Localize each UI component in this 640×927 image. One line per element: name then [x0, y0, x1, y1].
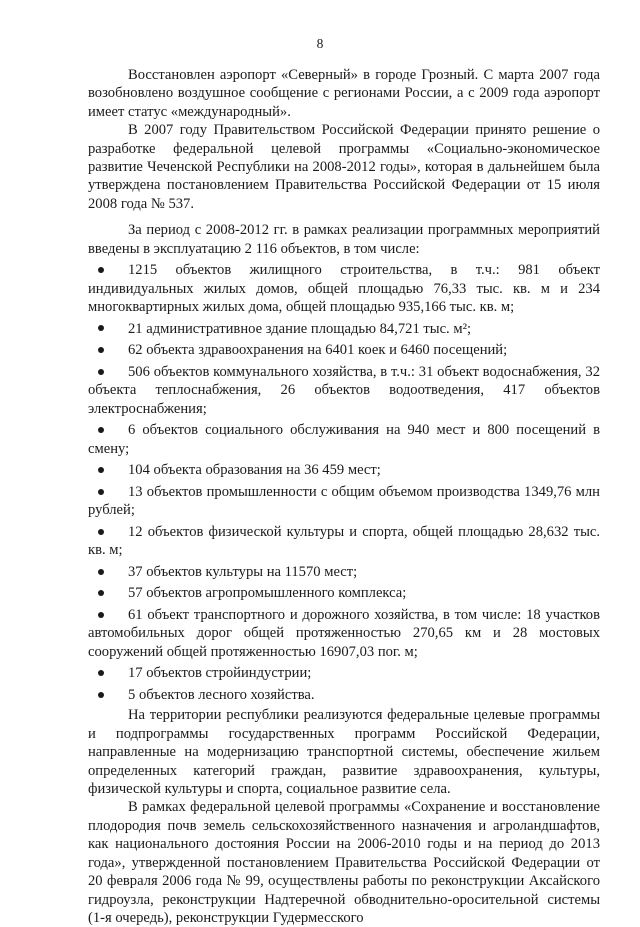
bullet-icon — [98, 670, 104, 676]
bullet-icon — [98, 489, 104, 495]
document-body — [88, 66, 600, 927]
list-item-text: 506 объектов коммунального хозяйства, в т.ч.: 31 объект водоснабжения, 32 объекта теплоснабжения, 26 объектов водоотведения, 417 объектов электроснабжения; — [88, 363, 600, 417]
list-item-text: 13 объектов промышленности с общим объемом производства 1349,76 млн рублей; — [88, 483, 600, 519]
list-item — [88, 316, 600, 338]
bullet-icon — [98, 569, 104, 575]
bullet-icon — [98, 369, 104, 375]
objects-list — [88, 258, 600, 704]
paragraph-airport: Восстановлен аэропорт «Северный» в городе Грозный. С марта 2007 года возобновлено воздушное сообщение с регионами России, а с 2009 года аэропорт имеет статус «международный». — [88, 67, 600, 120]
paragraph-soil-program: В рамках федеральной целевой программы «Сохранение и восстановление плодородия почв земель сельскохозяйственного назначения и агроландшафтов, как национального достояния России на 2006-2010 годы и на период до 2013 года», утвержденной постановлением Правительства Российской Федерации от 20 февраля 2006 года № 99, осуществлены работы по реконструкции Аксайского гидроузла, реконструкции Надтеречной обводнительно-оросительной системы (1-я очередь), реконструкции Гудермесского — [88, 799, 600, 926]
bullet-icon — [98, 590, 104, 596]
list-item — [88, 683, 600, 705]
list-item — [88, 520, 600, 560]
bullet-icon — [98, 612, 104, 618]
bullet-icon — [98, 347, 104, 353]
list-item — [88, 603, 600, 661]
bullet-icon — [98, 325, 104, 331]
list-item-text: 17 объектов стройиндустрии; — [128, 665, 312, 682]
list-item-text: 62 объекта здравоохранения на 6401 коек и 6460 посещений; — [128, 342, 508, 359]
page-number: 8 — [316, 36, 324, 51]
list-item — [88, 360, 600, 418]
bullet-icon — [98, 267, 104, 273]
list-item-text: 5 объектов лесного хозяйства. — [128, 687, 315, 704]
list-item — [88, 581, 600, 603]
list-item-text: 57 объектов агропромышленного комплекса; — [128, 585, 407, 602]
paragraph-objects-intro: За период с 2008-2012 гг. в рамках реализации программных мероприятий введены в эксплуатацию 2 116 объектов, в том числе: — [88, 222, 600, 257]
bullet-icon — [98, 692, 104, 698]
list-item — [88, 338, 600, 360]
bullet-icon — [98, 427, 104, 433]
list-item — [88, 258, 600, 316]
list-item — [88, 458, 600, 480]
list-item-text: 104 объекта образования на 36 459 мест; — [128, 462, 381, 479]
list-item-text: 12 объектов физической культуры и спорта, общей площадью 28,632 тыс. кв. м; — [88, 523, 600, 559]
list-item — [88, 661, 600, 683]
list-item — [88, 418, 600, 458]
bullet-icon — [98, 467, 104, 473]
list-item — [88, 480, 600, 520]
bullet-icon — [98, 529, 104, 535]
paragraph-federal-program: В 2007 году Правительством Российской Федерации принято решение о разработке федеральной целевой программы «Социально-экономическое развитие Чеченской Республики на 2008-2012 годы», которая в дальнейшем была утверждена постановлением Правительства Российской Федерации от 15 июля 2008 года № 537. — [88, 122, 600, 212]
list-item-text: 6 объектов социального обслуживания на 940 мест и 800 посещений в смену; — [88, 422, 600, 457]
list-item-text: 1215 объектов жилищного строительства, в т.ч.: 981 объект индивидуальных жилых домов, общей площадью 76,33 тыс. кв. м и 234 многоквартирных жилых дома, общей площадью 935,166 тыс. кв. м; — [88, 262, 600, 316]
paragraph-federal-programs: На территории республики реализуются федеральные целевые программы и подпрограммы государственных программ Российской Федерации, направленные на модернизацию транспортной системы, обеспечение жильем определенных категорий граждан, развитие здравоохранения, культуры, физической культуры и спорта, социальное развитие села. — [88, 707, 600, 798]
list-item-text: 61 объект транспортного и дорожного хозяйства, в том числе: 18 участков автомобильных дорог общей протяженностью 270,65 км и 28 мостовых сооружений общей протяженностью 16907,03 пог. м; — [88, 607, 600, 660]
list-item — [88, 560, 600, 582]
list-item-text: 37 объектов культуры на 11570 мест; — [128, 563, 358, 580]
list-item-text: 21 административное здание площадью 84,721 тыс. м²; — [128, 320, 472, 337]
